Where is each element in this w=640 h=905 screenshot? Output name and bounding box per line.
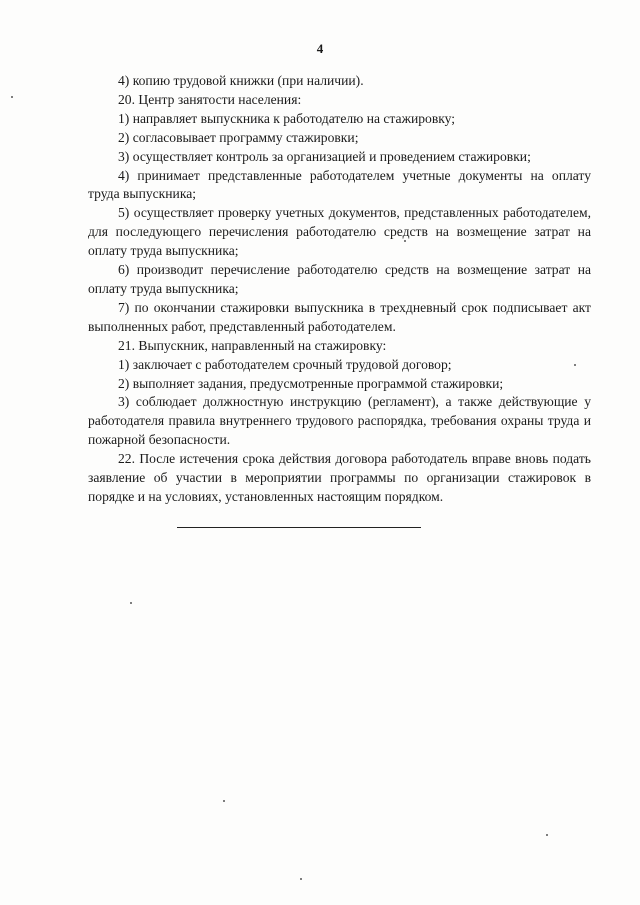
- paragraph-20-item-5: 5) осуществляет проверку учетных документов, представленных работодателем, для последующего перечисления работодателю средств на возмещение затрат на оплату труда выпускника;: [88, 205, 591, 259]
- document-body: [88, 72, 591, 507]
- paragraph-20-item-4: 4) принимает представленные работодателем учетные документы на оплату труда выпускника;: [88, 167, 591, 202]
- scan-speck: [223, 800, 225, 802]
- paragraph-20-item-3: 3) осуществляет контроль за организацией и проведением стажировки;: [118, 148, 531, 164]
- paragraph-20-item-7: 7) по окончании стажировки выпускника в трехдневный срок подписывает акт выполненных работ, представленный работодателем.: [88, 299, 591, 334]
- paragraph-4-item-4: 4) копию трудовой книжки (при наличии).: [118, 73, 364, 88]
- page-number: 4: [316, 41, 324, 56]
- scan-speck: [11, 96, 13, 98]
- scan-speck: [300, 878, 302, 880]
- scan-speck: [574, 364, 576, 366]
- paragraph-20-heading: 20. Центр занятости населения:: [118, 91, 302, 107]
- paragraph-20-item-2: 2) согласовывает программу стажировки;: [118, 129, 359, 145]
- end-separator-line: [177, 527, 421, 528]
- paragraph-21-item-2: 2) выполняет задания, предусмотренные программой стажировки;: [118, 375, 504, 391]
- scan-speck: [404, 240, 406, 242]
- scan-speck: [130, 602, 132, 604]
- paragraph-20-item-1: 1) направляет выпускника к работодателю на стажировку;: [118, 110, 456, 126]
- scan-speck: [546, 834, 548, 836]
- paragraph-20-item-6: 6) производит перечисление работодателю средств на возмещение затрат на оплату труда выпускника;: [88, 262, 591, 296]
- paragraph-22: 22. После истечения срока действия договора работодатель вправе вновь подать заявление об участии в мероприятии программы по организации стажировок в порядке и на условиях, установленных настоящим порядком.: [88, 451, 591, 504]
- paragraph-21-heading: 21. Выпускник, направленный на стажировку:: [118, 337, 387, 353]
- paragraph-21-item-3: 3) соблюдает должностную инструкцию (регламент), а также действующие у работодателя правила внутреннего трудового распорядка, требования охраны труда и пожарной безопасности.: [88, 394, 591, 448]
- paragraph-21-item-1: 1) заключает с работодателем срочный трудовой договор;: [118, 356, 452, 372]
